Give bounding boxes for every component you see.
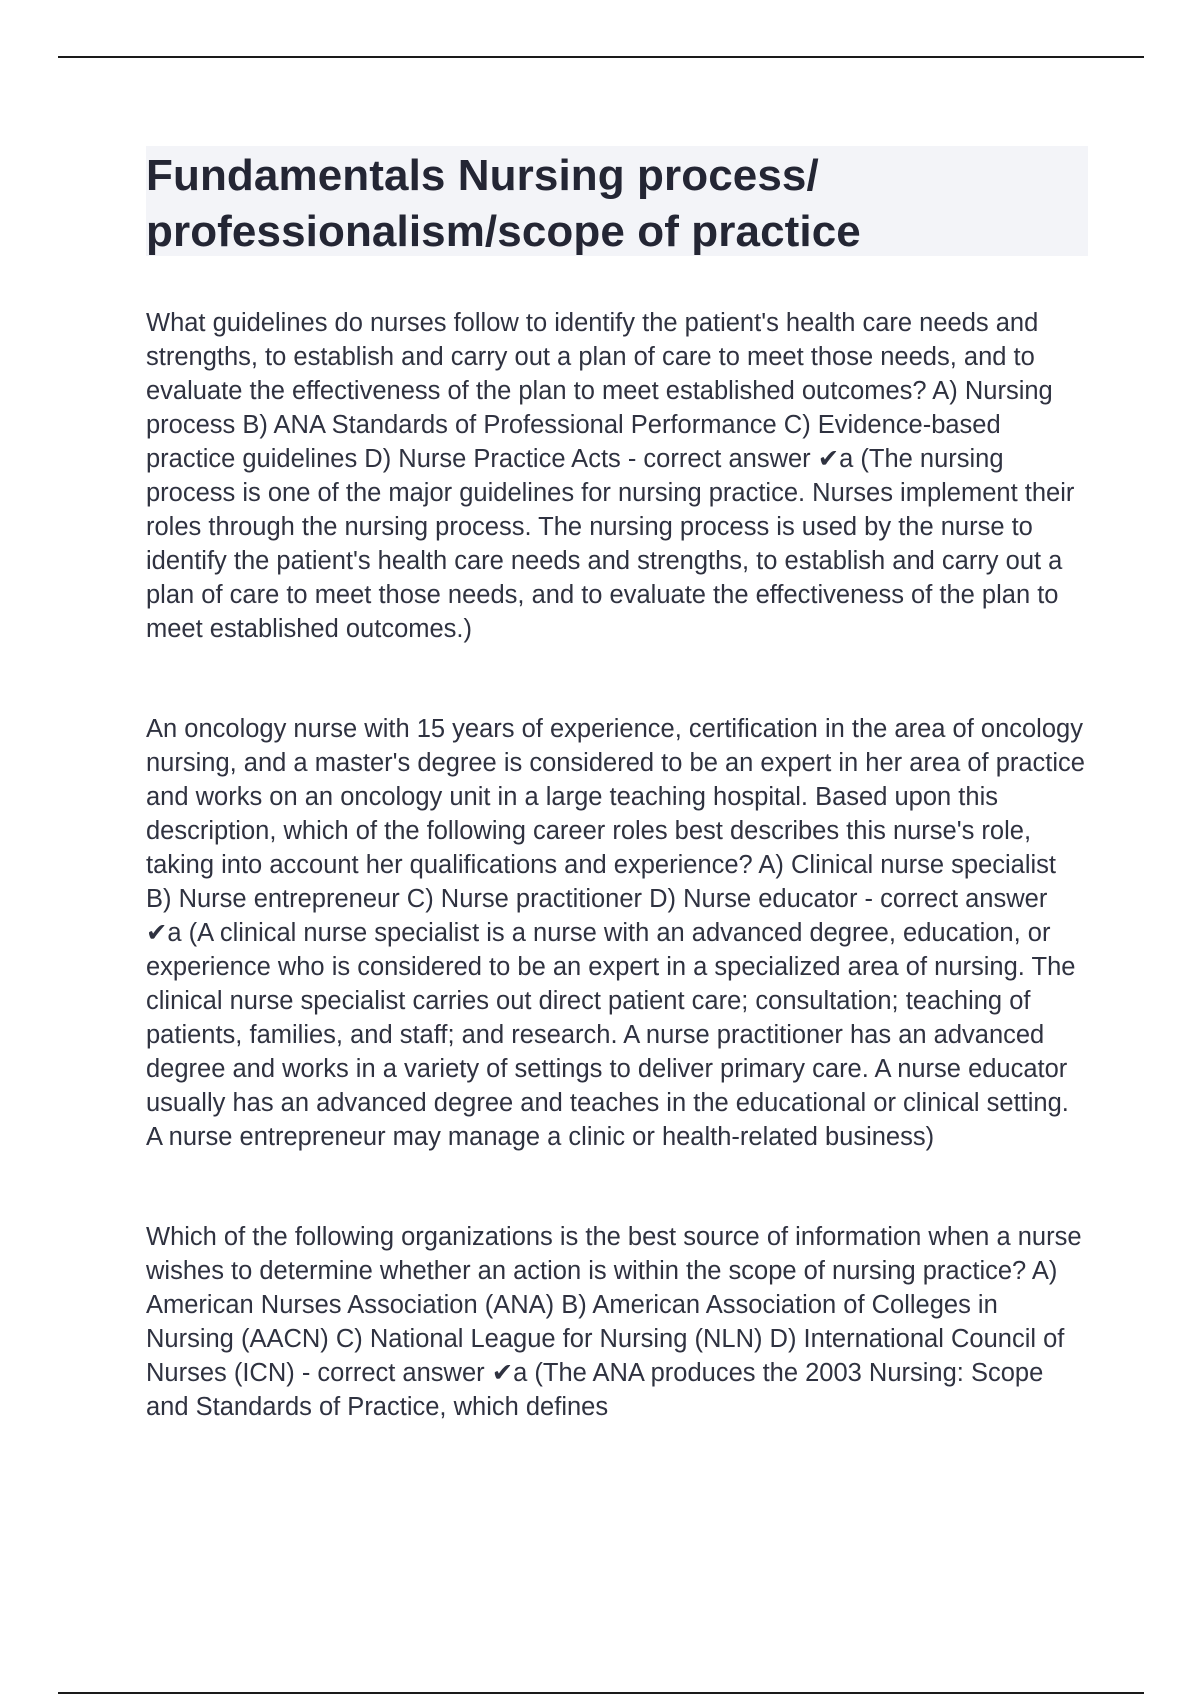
page-title: Fundamentals Nursing process/ professionalism/scope of practice [146, 151, 861, 256]
answer-text: a (The ANA produces the 2003 Nursing: Scope and Standards of Practice, which defines [146, 1359, 1044, 1421]
question-text: What guidelines do nurses follow to identify the patient's health care needs and strengths, to establish and carry out a plan of care to meet those needs, and to evaluate the effectiveness of the plan to meet established outcomes? A) Nursing process B) ANA Standards of Professional Performance C) Evidence-based practice guidelines D) Nurse Practice Acts - correct answer [146, 309, 1053, 473]
qa-item [146, 712, 1088, 1154]
question-text: Which of the following organizations is the best source of information when a nurse wishes to determine whether an action is within the scope of nursing practice? A) American Nurses Association (ANA) B) American Association of Colleges in Nursing (AACN) C) National League for Nursing (NLN) D) International Council of Nurses (ICN) - correct answer [146, 1223, 1082, 1387]
checkmark-icon: ✔ [817, 445, 840, 473]
qa-item [146, 1220, 1088, 1424]
checkmark-icon: ✔ [491, 1359, 514, 1387]
qa-item [146, 306, 1088, 646]
title-banner [146, 146, 1088, 256]
top-divider [58, 56, 1144, 58]
document-body [146, 146, 1088, 1424]
checkmark-icon: ✔ [146, 919, 168, 947]
answer-text: a (The nursing process is one of the major guidelines for nursing practice. Nurses implement their roles through the nursing process. The nursing process is used by the nurse to identify the patient's health care needs and strengths, to establish and carry out a plan of care to meet those needs, and to evaluate the effectiveness of the plan to meet established outcomes.) [146, 445, 1075, 643]
question-text: An oncology nurse with 15 years of experience, certification in the area of oncology nursing, and a master's degree is considered to be an expert in her area of practice and works on an oncology unit in a large teaching hospital. Based upon this description, which of the following career roles best describes this nurse's role, taking into account her qualifications and experience? A) Clinical nurse specialist B) Nurse entrepreneur C) Nurse practitioner D) Nurse educator - correct answer [146, 715, 1085, 913]
bottom-divider [58, 1692, 1144, 1694]
answer-text: a (A clinical nurse specialist is a nurse with an advanced degree, education, or experience who is considered to be an expert in a specialized area of nursing. The clinical nurse specialist carries out direct patient care; consultation; teaching of patients, families, and staff; and research. A nurse practitioner has an advanced degree and works in a variety of settings to deliver primary care. A nurse educator usually has an advanced degree and teaches in the educational or clinical setting. A nurse entrepreneur may manage a clinic or health-related business) [146, 919, 1076, 1151]
